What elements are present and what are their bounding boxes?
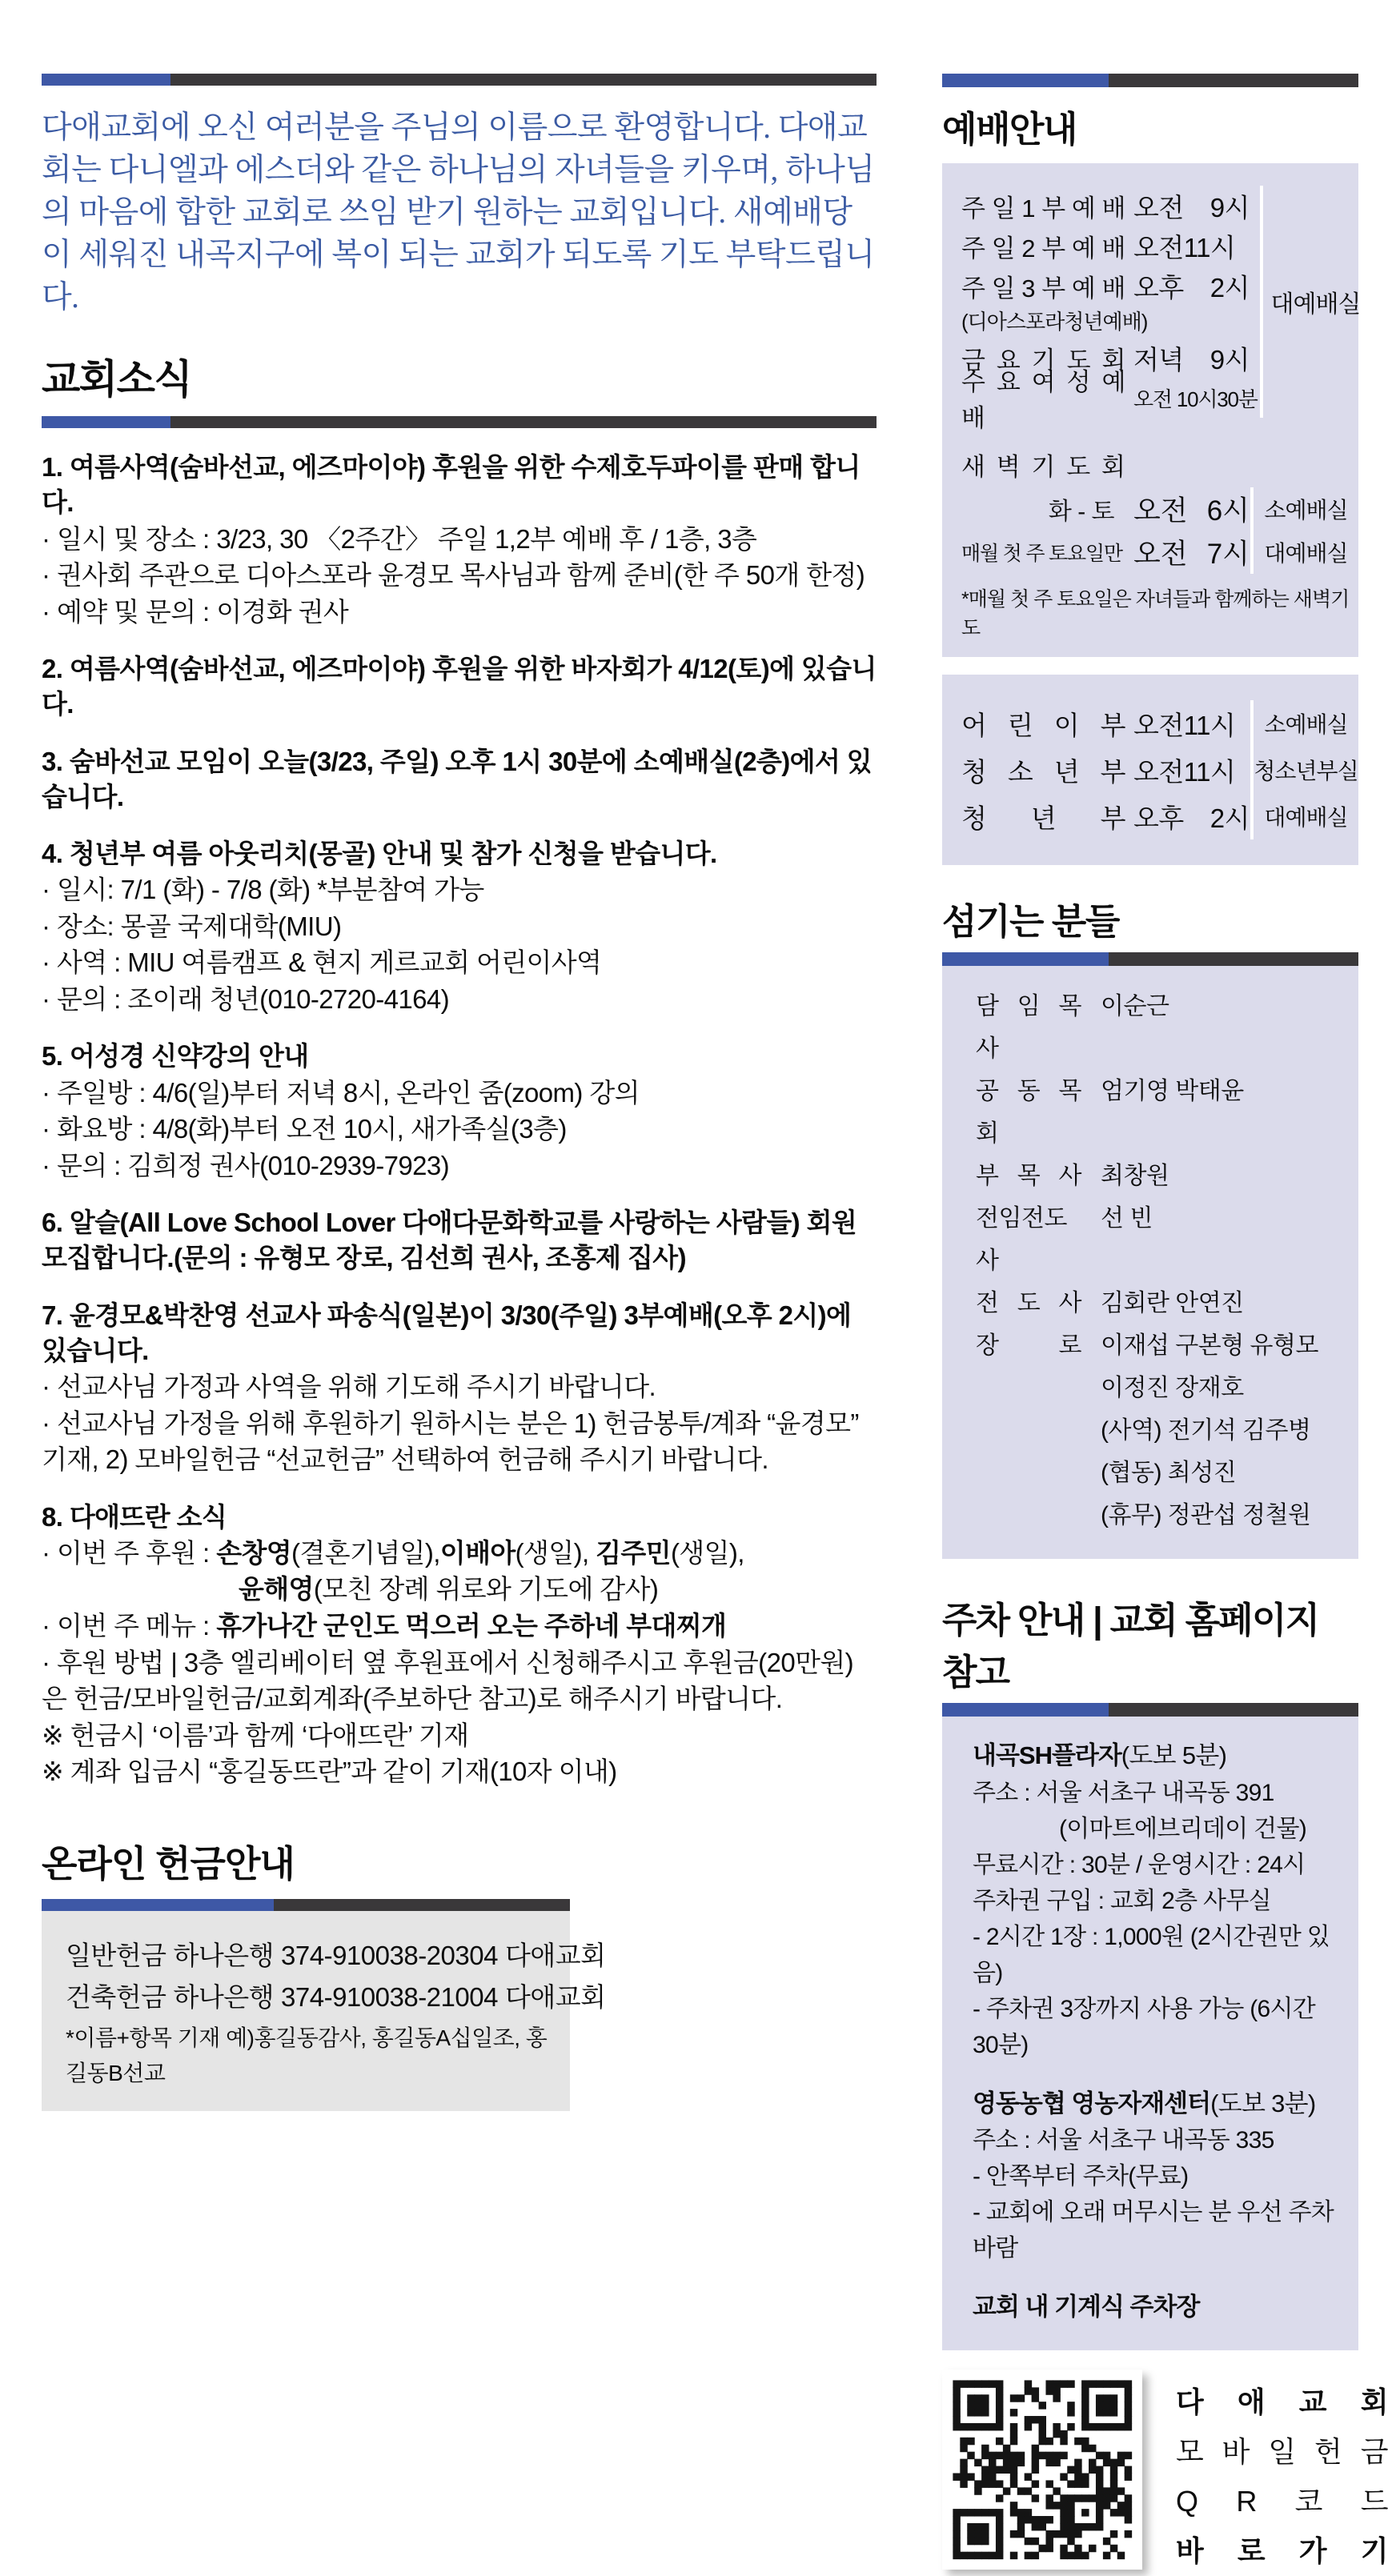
names-label: 최창원 — [1101, 1163, 1169, 1189]
names-label: 엄기영 박태윤 — [1101, 1078, 1244, 1104]
qr-caption-line: 모 바 일 헌 금 — [1176, 2434, 1388, 2468]
walk-time: (도보 3분) — [1210, 2089, 1316, 2117]
names-label: (사역) 전기석 김주병 — [1101, 1417, 1311, 1444]
names-label: 이순근 — [1101, 993, 1169, 1020]
names-label: (휴무) 정관섭 정철원 — [1101, 1502, 1311, 1528]
parking-line: - 안쪽부터 주차(무료) — [973, 2163, 1189, 2189]
room-label: 소예배실 — [1264, 712, 1348, 737]
service-time: 오전11시 — [1133, 710, 1236, 740]
servant-row — [976, 985, 1339, 1070]
names-label: 이재섭 구본형 유형모 — [1101, 1332, 1318, 1359]
qr-code — [942, 2370, 1142, 2570]
news-item-head: 6. 알슬(All Love School Lover 다애다문화학교를 사랑하는 사람들) 회원 모집합니다.(문의 : 유형모 장로, 김선희 권사, 조홍제 집사) — [42, 1208, 857, 1273]
servant-row — [976, 1155, 1339, 1197]
service-name: 매월 첫 주 토요일만 — [961, 543, 1122, 565]
servant-row — [976, 1367, 1339, 1409]
qr-caption-line: 다 애 교 회 — [1176, 2385, 1388, 2418]
church-news-bar — [42, 416, 877, 428]
parking-line: 주소 : 서울 서초구 내곡동 391 — [973, 1779, 1274, 1806]
service-time: 오후 2시 — [1133, 272, 1250, 302]
youth-services-group — [961, 700, 1358, 839]
parking-line: - 교회에 오래 머무시는 분 우선 주차 바람 — [973, 2199, 1334, 2262]
qr-caption — [1176, 2370, 1388, 2576]
church-news-heading: 교회소식 — [42, 357, 192, 403]
role-label: 부 목 사 — [976, 1163, 1081, 1189]
qr-modules — [953, 2380, 1132, 2559]
service-name: 화 - 토 — [1048, 499, 1114, 525]
bank-account-row — [66, 1977, 606, 2019]
sponsor-note: (생일), — [670, 1537, 744, 1568]
news-item-head: 3. 숨바선교 모임이 오늘(3/23, 주일) 오후 1시 30분에 소예배실(2층)에서 있습니다. — [42, 746, 873, 811]
news-item-3 — [42, 744, 877, 815]
parking-lot-name — [973, 1737, 1342, 1775]
servants-heading: 섬기는 분들 — [942, 901, 1119, 942]
dawn-prayer-group — [961, 487, 1358, 574]
service-time: 오후 2시 — [1133, 803, 1250, 833]
servant-row — [976, 1282, 1339, 1324]
news-item-line: · 일시: 7/1 (화) - 7/8 (화) *부분참여 가능 — [42, 875, 484, 905]
servant-row — [976, 1197, 1339, 1282]
online-offering-heading: 온라인 헌금안내 — [42, 1842, 295, 1885]
service-row — [961, 531, 1250, 574]
service-row — [961, 186, 1260, 226]
qr-caption-line: Q R 코 드 — [1176, 2484, 1388, 2518]
news-item-line: · 후원 방법 | 3층 엘리베이터 옆 후원표에서 신청해주시고 후원금(20만원)은 헌금/모바일헌금/교회계좌(주보하단 참고)로 해주시기 바랍니다. — [42, 1647, 854, 1714]
parking-line: 주차권 구입 : 교회 2층 사무실 — [973, 1887, 1271, 1914]
news-item-head: 1. 여름사역(숨바선교, 에즈마이야) 후원을 위한 수제호두파이를 판매 합니다. — [42, 452, 860, 518]
servants-bar — [942, 952, 1358, 966]
service-rows — [961, 700, 1250, 839]
sponsor-note: (결혼기념일), — [291, 1537, 440, 1568]
service-name: 주 일 2 부 예 배 — [961, 234, 1125, 262]
service-time: 저녁 9시 — [1133, 344, 1250, 375]
account-holder: 다애교회 — [504, 1982, 606, 2013]
service-name: 청 소 년 부 — [961, 756, 1125, 787]
bar-dark-segment — [1109, 74, 1358, 87]
parking-bar — [942, 1703, 1358, 1717]
top-divider-bar — [42, 74, 877, 86]
account-number: 374-910038-21004 — [281, 1982, 498, 2013]
news-item-line: · 장소: 몽골 국제대학(MIU) — [42, 911, 342, 941]
mech-parking-label — [973, 2289, 1342, 2326]
service-row — [961, 226, 1260, 266]
bank-account-row — [66, 1935, 606, 1977]
parking-box — [942, 1717, 1358, 2350]
sponsor-name: 이배아 — [439, 1537, 515, 1568]
bar-blue-segment — [942, 1703, 1109, 1717]
service-name: 금 요 기 도 회 — [961, 346, 1125, 375]
service-name: 어 린 이 부 — [961, 710, 1125, 740]
news-item-7 — [42, 1298, 877, 1478]
bar-dark-segment — [1109, 952, 1358, 966]
service-name: 수 요 여 성 예 배 — [961, 368, 1125, 432]
menu-line — [42, 1608, 877, 1645]
bar-blue-segment — [942, 952, 1109, 966]
news-item-line: · 주일방 : 4/6(일)부터 저녁 8시, 온라인 줌(zoom) 강의 — [42, 1077, 640, 1108]
room-label: 소예배실 — [1264, 498, 1348, 523]
news-item-line: · 선교사님 가정과 사역을 위해 기도해 주시기 바랍니다. — [42, 1372, 656, 1402]
news-item-head: 8. 다애뜨란 소식 — [42, 1501, 227, 1532]
service-row — [961, 487, 1250, 531]
news-item-8 — [42, 1500, 877, 1790]
names-label: 선 빈 — [1101, 1205, 1153, 1232]
dawn-note: *매월 첫 주 토요일은 자녀들과 함께하는 새벽기도 — [961, 588, 1350, 639]
news-item-line: · 권사회 주관으로 디아스포라 윤경모 목사님과 함께 준비(한 주 50개 한정) — [42, 560, 865, 591]
news-item-6 — [42, 1205, 877, 1276]
youth-services-box — [942, 675, 1358, 865]
sponsor-note: (모친 장례 위로와 기도에 감사) — [313, 1574, 659, 1604]
role-label: 담 임 목 사 — [976, 993, 1081, 1062]
bank-name: 하나은행 — [173, 1982, 275, 2013]
walk-time: (도보 5분) — [1121, 1741, 1227, 1769]
sponsor-name: 윤해영 — [239, 1574, 314, 1604]
account-number: 374-910038-20304 — [281, 1940, 498, 1970]
sunday-services-group — [961, 186, 1361, 432]
right-column — [942, 74, 1388, 2567]
bank-note: *이름+항목 기재 예)홍길동감사, 홍길동A십일조, 홍길동B선교 — [66, 2025, 548, 2085]
service-row — [961, 368, 1260, 432]
worship-heading: 예배안내 — [942, 109, 1077, 150]
role-label: 장 로 — [976, 1332, 1081, 1359]
news-item-line: · 문의 : 조이래 청년(010-2720-4164) — [42, 984, 450, 1014]
news-item-head: 2. 여름사역(숨바선교, 에즈마이야) 후원을 위한 바자회가 4/12(토)에 있습니다. — [42, 654, 877, 719]
news-item-line: · 일시 및 장소 : 3/23, 30 〈2주간〉 주일 1,2부 예배 후 / 1층, 3층 — [42, 523, 757, 554]
bar-dark-segment — [274, 1899, 570, 1911]
news-item-line: · 사역 : MIU 여름캠프 & 현지 게르교회 어린이사역 — [42, 947, 602, 978]
news-item-1 — [42, 450, 877, 630]
bar-blue-segment — [942, 74, 1109, 87]
names-label: 이정진 장재호 — [1101, 1375, 1244, 1401]
room-label: 대예배실 — [1264, 541, 1348, 566]
menu-text: 휴가나간 군인도 먹으러 오는 주하네 부대찌개 — [216, 1610, 727, 1641]
sponsor-name: 김주민 — [596, 1537, 671, 1568]
bank-account-box — [42, 1911, 606, 2111]
offering-type: 건축헌금 — [66, 1982, 166, 2013]
sponsor-name: 손창영 — [216, 1537, 292, 1568]
parking-line: (이마트에브리데이 건물) — [1059, 1815, 1307, 1842]
parking-line: 주소 : 서울 서초구 내곡동 335 — [973, 2127, 1274, 2153]
bar-dark-segment — [170, 74, 877, 86]
sponsor-label: · 이번 주 후원 : — [42, 1537, 217, 1568]
news-item-line: · 화요방 : 4/8(화)부터 오전 10시, 새가족실(3층) — [42, 1114, 567, 1144]
news-item-line: ※ 헌금시 ‘이름’과 함께 ‘다애뜨란’ 기재 — [42, 1720, 469, 1750]
lot-name: 교회 내 기계식 주차장 — [973, 2293, 1200, 2321]
service-row — [961, 700, 1250, 747]
lot-name: 내곡SH플라자 — [973, 1741, 1121, 1769]
servant-row — [976, 1494, 1339, 1536]
parking-lot-name — [973, 2085, 1342, 2123]
news-item-line: · 문의 : 김희정 권사(010-2939-7923) — [42, 1150, 450, 1180]
news-item-head: 4. 청년부 여름 아웃리치(몽골) 안내 및 참가 신청을 받습니다. — [42, 839, 717, 869]
names-label: 김회란 안연진 — [1101, 1290, 1244, 1316]
servants-box — [942, 966, 1358, 1559]
service-row — [961, 266, 1260, 306]
service-subnote: (디아스포라청년예배) — [961, 310, 1148, 334]
bar-blue-segment — [42, 1899, 274, 1911]
news-item-5 — [42, 1039, 877, 1184]
role-label: 공 동 목 회 — [976, 1078, 1081, 1147]
left-column — [42, 74, 877, 2085]
news-item-2 — [42, 651, 877, 722]
welcome-paragraph: 다애교회에 오신 여러분을 주님의 이름으로 환영합니다. 다애교회는 다니엘과 에스더와 같은 하나님의 자녀들을 키우며, 하나님의 마음에 합한 교회로 쓰임 받기 원하는 교회입니다. 새예배당이 세워진 내곡지구에 복이 되는 교회가 되도록 기도 부탁드립니다. — [42, 110, 875, 315]
sponsor-line — [42, 1535, 877, 1572]
dawn-prayer-title: 새 벽 기 도 회 — [961, 453, 1125, 481]
service-time: 오전 10시30분 — [1133, 387, 1258, 411]
offering-type: 일반헌금 — [66, 1940, 166, 1970]
news-item-line: ※ 계좌 입금시 “홍길동뜨란”과 같이 기재(10자 이내) — [42, 1757, 617, 1787]
bar-blue-segment — [42, 416, 170, 428]
qr-caption-line: 바 로 가 기 — [1176, 2534, 1388, 2567]
room-label: 대예배실 — [1270, 291, 1361, 318]
servant-row — [976, 1324, 1339, 1367]
room-labels — [1254, 700, 1358, 839]
bar-dark-segment — [170, 416, 877, 428]
lot-name: 영동농협 영농자재센터 — [973, 2089, 1211, 2117]
room-label: 대예배실 — [1264, 805, 1348, 830]
parking-line: - 주차권 3장까지 사용 가능 (6시간 30분) — [973, 1995, 1316, 2058]
service-rows — [961, 186, 1260, 432]
servant-row — [976, 1070, 1339, 1155]
parking-heading: 주차 안내 | 교회 홈페이지 참고 — [942, 1600, 1319, 1693]
news-item-line: · 예약 및 문의 : 이경화 권사 — [42, 596, 349, 627]
parking-line: 무료시간 : 30분 / 운영시간 : 24시 — [973, 1851, 1306, 1878]
sponsor-line-2 — [42, 1571, 877, 1608]
worship-bar — [942, 74, 1358, 87]
service-row — [961, 747, 1250, 793]
role-label: 전 도 사 — [976, 1290, 1081, 1316]
service-time: 오전11시 — [1133, 756, 1236, 787]
service-time: 오전 9시 — [1133, 192, 1250, 222]
room-labels — [1254, 487, 1358, 574]
menu-label: · 이번 주 메뉴 : — [42, 1610, 217, 1641]
bar-dark-segment — [1109, 1703, 1358, 1717]
account-holder: 다애교회 — [504, 1940, 606, 1970]
service-rows — [961, 487, 1250, 574]
qr-section — [942, 2370, 1388, 2576]
bank-name: 하나은행 — [173, 1940, 275, 1970]
service-time: 오전11시 — [1133, 232, 1236, 262]
bar-blue-segment — [42, 74, 170, 86]
role-label: 전임전도사 — [976, 1205, 1067, 1274]
service-time: 오전 7시 — [1133, 539, 1250, 570]
names-label: (협동) 최성진 — [1101, 1460, 1237, 1486]
news-item-line: · 선교사님 가정을 위해 후원하기 원하시는 분은 1) 헌금봉투/계좌 “윤경모” 기재, 2) 모바일헌금 “선교헌금” 선택하여 헌금해 주시기 바랍니다. — [42, 1408, 859, 1475]
room-label: 청소년부실 — [1254, 759, 1358, 783]
service-time: 오전 6시 — [1133, 495, 1250, 527]
service-name: 주 일 3 부 예 배 — [961, 274, 1125, 302]
service-name: 주 일 1 부 예 배 — [961, 194, 1125, 222]
news-item-head: 7. 윤경모&박찬영 선교사 파송식(일본)이 3/30(주일) 3부예배(오후 2시)에 있습니다. — [42, 1300, 852, 1365]
news-item-head: 5. 어성경 신약강의 안내 — [42, 1041, 309, 1072]
service-name: 청 년 부 — [961, 803, 1125, 833]
news-item-4 — [42, 836, 877, 1017]
online-offering-bar — [42, 1899, 570, 1911]
sponsor-note: (생일), — [515, 1537, 596, 1568]
servant-row — [976, 1452, 1339, 1494]
worship-times-box — [942, 163, 1361, 657]
service-row — [961, 793, 1250, 839]
parking-line: - 2시간 1장 : 1,000원 (2시간권만 있음) — [973, 1923, 1330, 1986]
servant-row — [976, 1409, 1339, 1452]
